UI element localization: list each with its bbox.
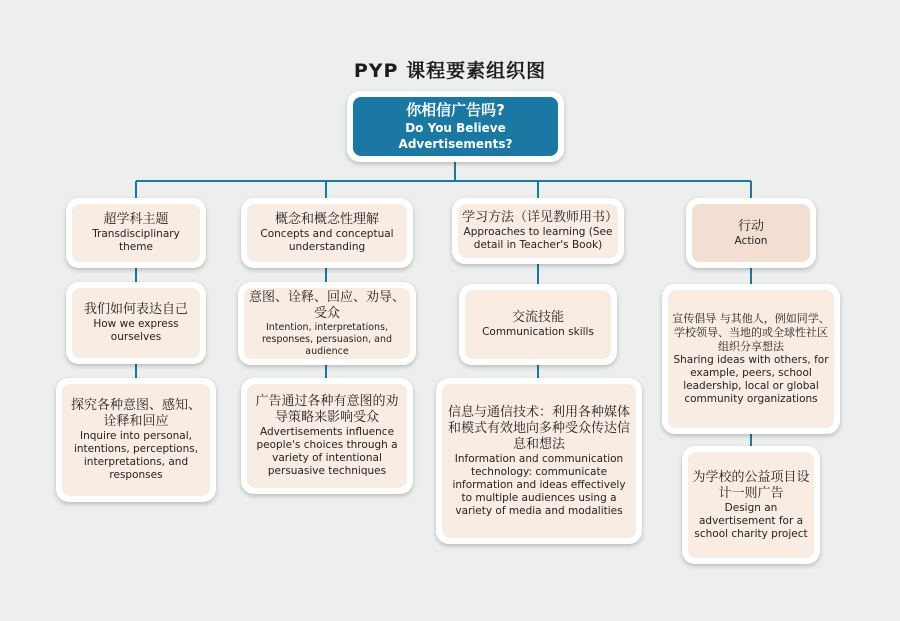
node-en: Information and communication technology: communicate information and ideas effectively to multiple audiences using a variety of media and modalities [452,452,626,517]
action-node [686,198,816,268]
node-en: Approaches to learning (See detail in Teacher's Book) [463,226,613,251]
node-zh: 学习方法（详见教师用书） [462,210,618,225]
node-zh: 概念和概念性理解 [274,212,379,227]
root-zh: 你相信广告吗? [406,101,505,119]
transdisciplinary-theme-node [66,198,206,268]
node-zh: 行动 [737,218,764,234]
node-zh: 信息与通信技术：利用各种媒体和模式有效地向多种受众传达信息和想法 [447,404,630,452]
node-zh: 交流技能 [511,310,564,325]
node-zh: 我们如何表达自己 [83,302,188,317]
node-en: Inquire into personal, intentions, perceptions, interpretations, and responses [73,430,199,481]
node-en: Advertisements influence people's choices through a variety of intentional persuasive techniques [256,426,398,477]
node-zh: 超学科主题 [103,212,169,227]
charity-ad-node [682,446,820,564]
node-en: Action [734,234,768,247]
conceptual-understanding-node [241,378,413,494]
node-en: Transdisciplinary theme [92,228,180,253]
diagram-title: PYP 课程要素组织图 [353,60,547,82]
central-idea-node [56,378,216,502]
theme-node [66,282,206,364]
node-zh: 宣传倡导 与其他人，例如同学、学校领导、当地的或全球性社区组织分享想法 [672,312,830,353]
approaches-to-learning-node [452,198,624,264]
node-zh: 广告通过各种有意图的劝导策略来影响受众 [255,394,399,425]
node-en: Communication skills [482,326,594,338]
advocacy-node [662,284,840,434]
node-en: Intention, interpretations, responses, persuasion, and audience [261,321,393,357]
node-zh: 探究各种意图、感知、诠释和回应 [70,398,201,429]
node-zh: 意图、诠释、回应、劝导、受众 [248,289,405,321]
node-en: Sharing ideas with others, for example, peers, school leadership, local or global community organizations [673,354,829,405]
concepts-node [241,198,413,268]
node-en: Concepts and conceptual understanding [260,228,394,253]
node-en: Design an advertisement for a school charity project [694,501,808,540]
node-zh: 为学校的公益项目设计一则广告 [692,469,810,501]
key-concepts-node [238,282,416,365]
communication-skills-node [459,284,617,365]
ict-skills-node [436,378,642,544]
node-en: How we express ourselves [93,318,179,343]
root-node [347,91,564,162]
root-en: Do You Believe Advertisements? [398,121,513,151]
